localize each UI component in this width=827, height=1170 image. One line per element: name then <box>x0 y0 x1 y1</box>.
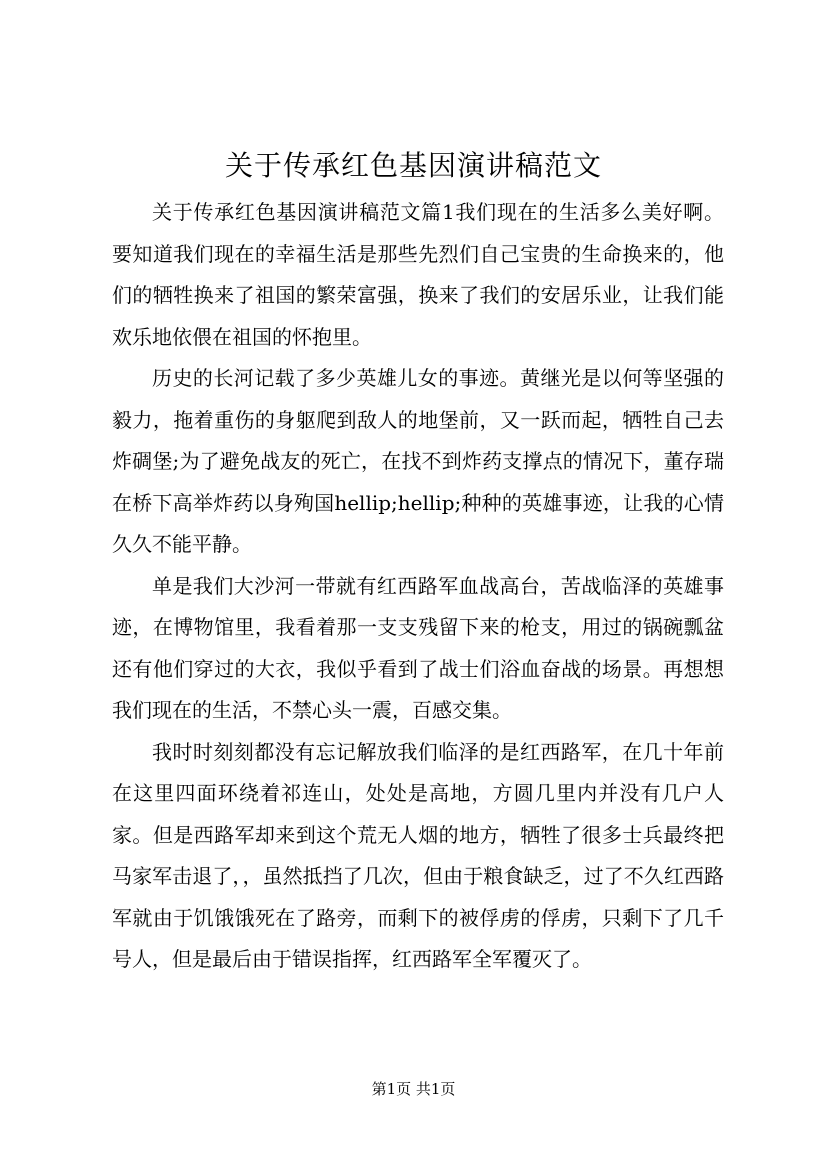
page-footer <box>0 1078 827 1100</box>
paragraph-2: 历史的长河记载了多少英雄儿女的事迹。黄继光是以何等坚强的毅力，拖着重伤的身躯爬到敌人的地堡前，又一跃而起，牺牲自己去炸碉堡;为了避免战友的死亡，在找不到炸药支撑点的情况下，董存瑞在桥下高举炸药以身殉国hellip;hellip;种种的英雄事迹，让我的心情久久不能平静。 <box>112 366 724 556</box>
document-title: 关于传承红色基因演讲稿范文 <box>224 149 602 182</box>
paragraph-1: 关于传承红色基因演讲稿范文篇1我们现在的生活多么美好啊。要知道我们现在的幸福生活是那些先烈们自己宝贵的生命换来的，他们的牺牲换来了祖国的繁荣富强，换来了我们的安居乐业，让我们能欢乐地依偎在祖国的怀抱里。 <box>112 200 724 349</box>
page-number-indicator: 第1页 共1页 <box>371 1080 456 1098</box>
paragraph-4: 我时时刻刻都没有忘记解放我们临泽的是红西路军，在几十年前在这里四面环绕着祁连山，处处是高地，方圆几里内并没有几户人家。但是西路军却来到这个荒无人烟的地方，牺牲了很多士兵最终把马家军击退了，，虽然抵挡了几次，但由于粮食缺乏，过了不久红西路军就由于饥饿饿死在了路旁，而剩下的被俘虏的俘虏，只剩下了几千号人，但是最后由于错误指挥，红西路军全军覆灭了。 <box>112 739 724 971</box>
document-body <box>112 192 724 981</box>
paragraph-3: 单是我们大沙河一带就有红西路军血战高台，苦战临泽的英雄事迹，在博物馆里，我看着那一支支残留下来的枪支，用过的锅碗瓢盆还有他们穿过的大衣，我似乎看到了战士们浴血奋战的场景。再想想我们现在的生活，不禁心头一震，百感交集。 <box>112 573 724 722</box>
